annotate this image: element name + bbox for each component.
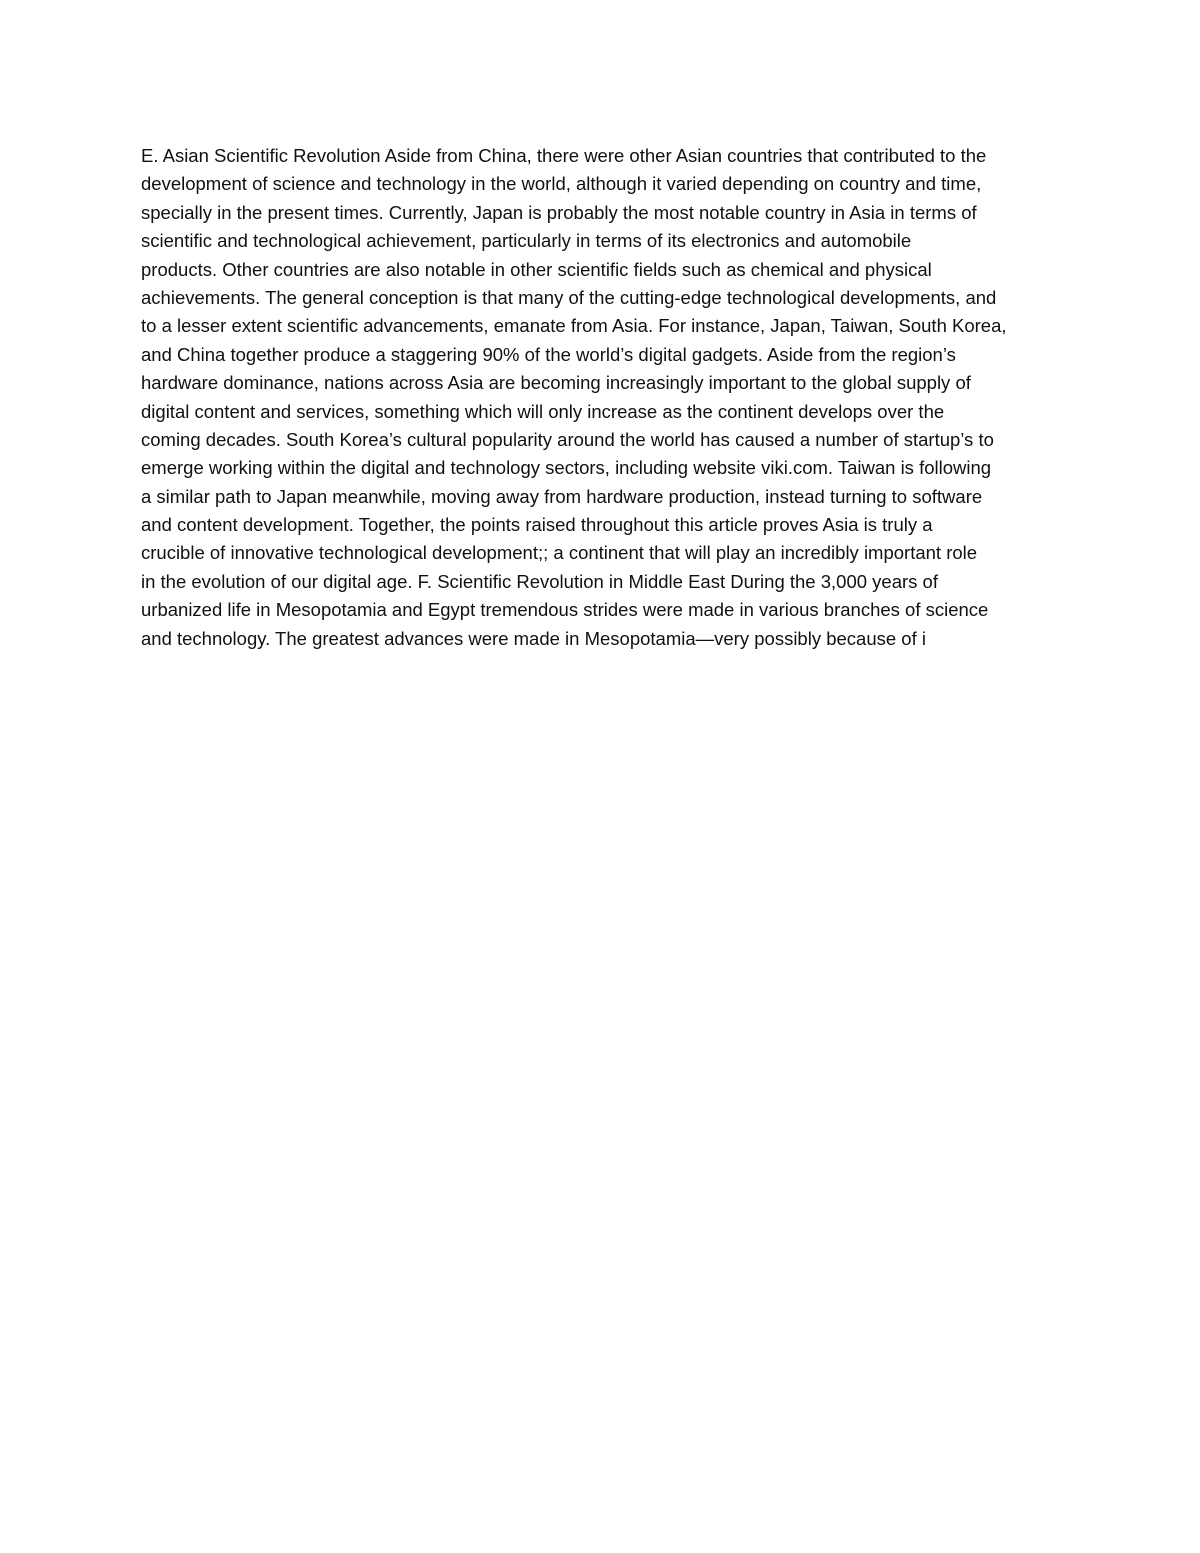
text-line: hardware dominance, nations across Asia are becoming increasingly important to the global supply of (141, 372, 971, 394)
text-line: digital content and services, something which will only increase as the continent develops over the (141, 400, 945, 422)
text-line: E. Asian Scientific Revolution Aside from China, there were other Asian countries that contributed to the (141, 145, 987, 166)
text-line: specially in the present times. Currently, Japan is probably the most notable country in Asia in terms of (141, 201, 977, 223)
text-line: to a lesser extent scientific advancements, emanate from Asia. For instance, Japan, Taiwan, South Korea, (141, 315, 1007, 337)
text-line: urbanized life in Mesopotamia and Egypt tremendous strides were made in various branches of science (141, 599, 989, 621)
text-line: and technology. The greatest advances were made in Mesopotamia—very possibly because of i (141, 627, 926, 649)
text-line: emerge working within the digital and technology sectors, including website viki.com. Taiwan is following (141, 457, 992, 479)
text-line: a similar path to Japan meanwhile, moving away from hardware production, instead turning to software (141, 485, 983, 507)
text-line: scientific and technological achievement, particularly in terms of its electronics and automobile (141, 230, 912, 252)
text-line: products. Other countries are also notable in other scientific fields such as chemical and physical (141, 258, 932, 280)
text-line: crucible of innovative technological development;; a continent that will play an incredibly important role (141, 542, 978, 564)
text-line: development of science and technology in the world, although it varied depending on country and time, (141, 173, 982, 195)
text-line: and content development. Together, the points raised throughout this article proves Asia is truly a (141, 514, 933, 536)
text-line: coming decades. South Korea’s cultural popularity around the world has caused a number of startup’s to (141, 428, 994, 450)
body-text (141, 142, 1071, 653)
text-line: and China together produce a staggering 90% of the world’s digital gadgets. Aside from the region’s (141, 343, 956, 365)
text-line: achievements. The general conception is that many of the cutting-edge technological developments, and (141, 286, 997, 308)
text-line: in the evolution of our digital age. F. Scientific Revolution in Middle East During the 3,000 years of (141, 570, 938, 592)
